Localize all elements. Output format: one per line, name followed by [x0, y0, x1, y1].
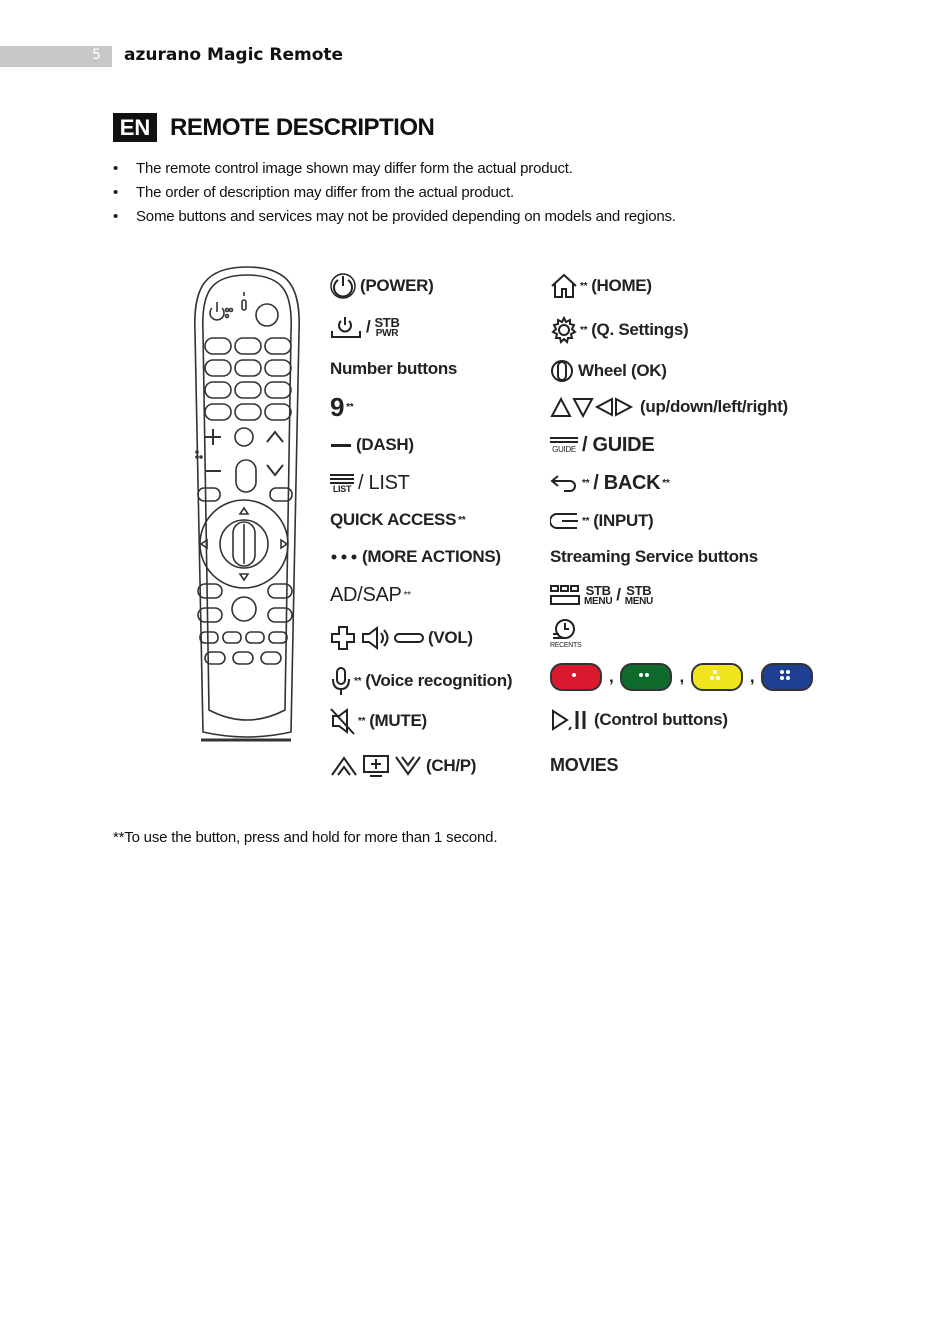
legend-quick-access: QUICK ACCESS ** — [330, 510, 466, 529]
stb-menu-icon — [550, 584, 580, 606]
red-button — [550, 663, 602, 691]
menu-label: MENU — [624, 595, 653, 607]
bullet-list — [113, 157, 676, 229]
legend-list — [330, 468, 410, 498]
channel-up-icon — [330, 754, 358, 778]
legend-label: (POWER) — [360, 276, 434, 295]
recents-label: RECENTS — [550, 642, 582, 649]
gear-icon — [550, 316, 578, 344]
legend-label: Streaming Service buttons — [550, 547, 758, 566]
legend-color-buttons: , , , — [550, 662, 813, 692]
guide-icon-label: GUIDE — [552, 445, 576, 454]
legend-label: AD/SAP — [330, 583, 402, 606]
legend-label: (CH/P) — [426, 756, 477, 775]
bullet-item: • The remote control image shown may differ form the actual product. — [113, 157, 676, 181]
stb-label: STB — [626, 582, 652, 598]
list-icon-label: LIST — [332, 483, 352, 494]
legend-label: (INPUT) — [593, 511, 654, 530]
channel-down-icon — [394, 754, 422, 778]
minus-icon — [394, 632, 424, 644]
plus-icon — [330, 625, 356, 651]
stb-power-icon — [330, 313, 362, 341]
menu-label: MENU — [584, 595, 613, 607]
arrow-keys-icon — [550, 396, 636, 418]
legend-control — [550, 705, 728, 735]
legend-label: Wheel (OK) — [578, 361, 667, 380]
document-title: azurano Magic Remote — [124, 45, 344, 65]
legend-back: ** / BACK ** — [550, 468, 669, 498]
legend-label: (Q. Settings) — [591, 320, 689, 339]
legend-home: ** (HOME) — [550, 271, 652, 301]
list-icon — [330, 473, 354, 485]
legend-label: (DASH) — [356, 435, 414, 454]
legend-label: MOVIES — [550, 754, 619, 775]
legend-label: (Control buttons) — [594, 710, 728, 729]
power-icon — [210, 302, 224, 320]
microphone-icon — [330, 666, 352, 696]
page-number: 5 — [92, 47, 101, 63]
more-actions-icon — [330, 553, 358, 561]
legend-nine: 9 ** — [330, 391, 354, 422]
legend-label: (VOL) — [428, 628, 473, 647]
tv-channel-icon — [362, 754, 390, 778]
recents-icon — [550, 618, 576, 642]
legend-arrows — [550, 392, 788, 422]
green-button — [620, 663, 672, 691]
legend-label: 9 — [330, 391, 345, 422]
legend-mute: ** (MUTE) — [330, 706, 427, 736]
legend-ad-sap: AD/SAP ** — [330, 583, 411, 606]
footnote: **To use the button, press and hold for more than 1 second. — [113, 829, 498, 846]
pwr-label: PWR — [375, 327, 399, 339]
legend-label: / BACK — [593, 471, 661, 494]
back-icon — [550, 473, 580, 493]
home-icon — [550, 273, 578, 299]
yellow-button — [691, 663, 743, 691]
legend-chp — [330, 751, 476, 781]
legend-wheel — [550, 356, 667, 386]
legend-label: (MORE ACTIONS) — [362, 547, 501, 566]
stb-label: STB — [374, 314, 400, 330]
bullet-item: • The order of description may differ from the actual product. — [113, 181, 676, 205]
legend-label: QUICK ACCESS — [330, 510, 457, 529]
legend-stb-power: / STB PWR — [330, 312, 400, 342]
legend-stb-menu: STB MENU / STB MENU — [550, 580, 653, 610]
play-pause-icon — [550, 709, 590, 731]
section-title: REMOTE DESCRIPTION — [170, 114, 435, 141]
legend-q-settings: ** (Q. Settings) — [550, 315, 688, 345]
blue-button — [761, 663, 813, 691]
legend-more-actions — [330, 542, 501, 572]
legend-voice: ** (Voice recognition) — [330, 666, 512, 696]
language-badge: EN — [113, 113, 157, 142]
legend-label: (HOME) — [591, 276, 652, 295]
wheel-icon — [550, 359, 574, 383]
stb-label: STB — [585, 582, 611, 598]
bullet-item: • Some buttons and services may not be provided depending on models and regions. — [113, 205, 676, 229]
legend-label: (Voice recognition) — [365, 671, 513, 690]
legend-number-buttons — [330, 354, 457, 384]
button-legend — [330, 268, 790, 788]
legend-input: ** (INPUT) — [550, 506, 653, 536]
legend-label: Number buttons — [330, 359, 458, 378]
speaker-icon — [360, 625, 390, 651]
input-icon — [550, 510, 580, 532]
mute-icon — [330, 707, 356, 735]
legend-label: / LIST — [358, 471, 410, 494]
legend-streaming — [550, 542, 758, 572]
number-buttons — [205, 338, 291, 420]
legend-guide — [550, 430, 654, 460]
legend-label: (MUTE) — [369, 711, 427, 730]
legend-movies — [550, 750, 618, 780]
legend-dash — [330, 430, 414, 460]
legend-recents — [550, 618, 581, 654]
remote-illustration — [185, 262, 310, 747]
legend-power — [330, 271, 433, 301]
legend-label: / GUIDE — [582, 433, 655, 456]
dash-icon — [330, 440, 352, 450]
legend-vol — [330, 623, 473, 653]
power-icon — [330, 273, 356, 299]
legend-label: (up/down/left/right) — [640, 397, 788, 416]
